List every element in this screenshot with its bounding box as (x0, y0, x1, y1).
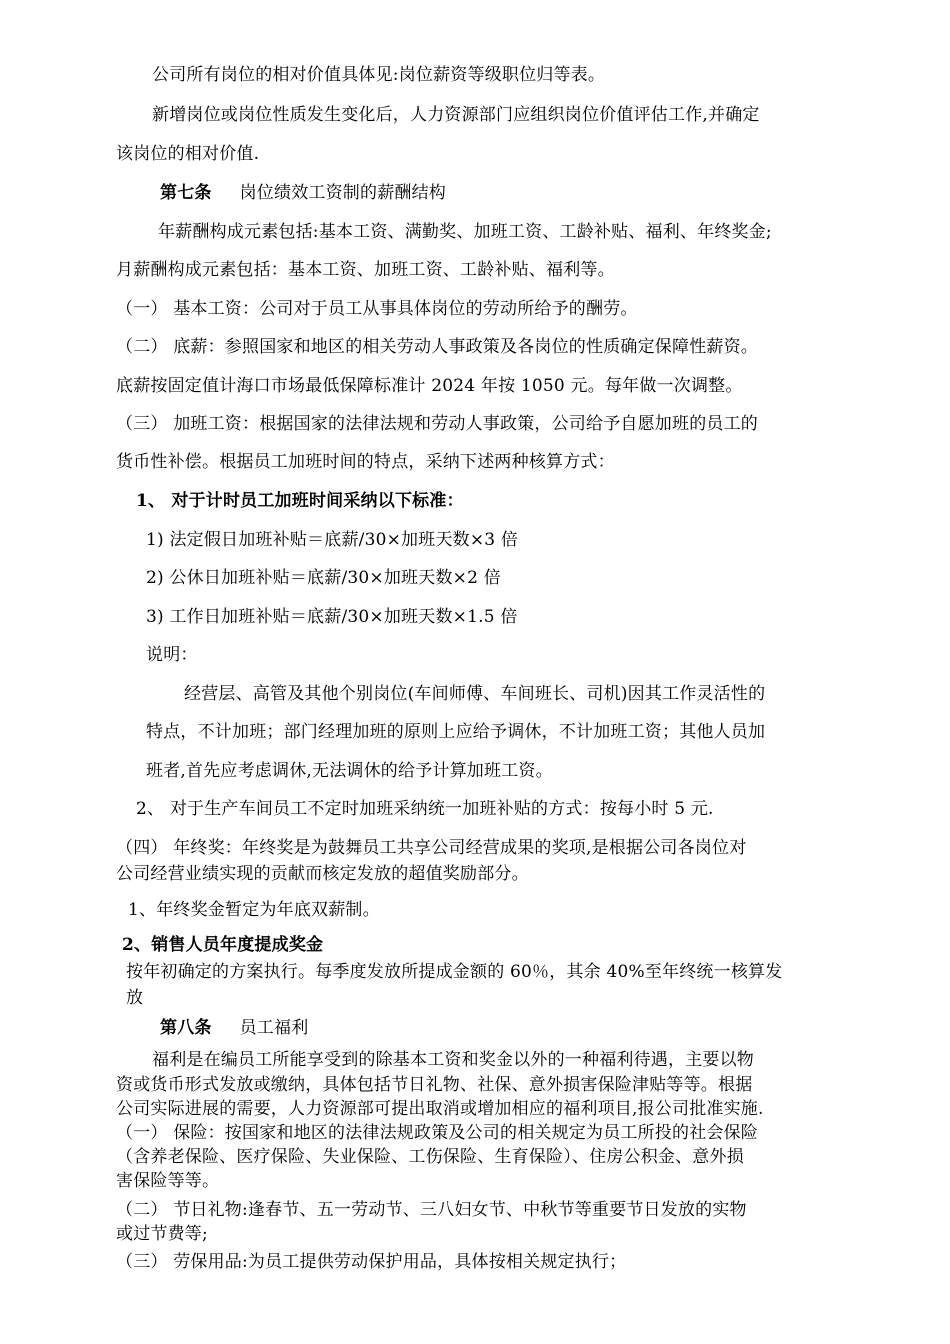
article-7-label: 第七条 (160, 183, 212, 203)
paragraph-line: 货币性补偿。根据员工加班时间的特点，采纳下述两种核算方式： (116, 452, 615, 472)
paragraph-line: 特点，不计加班；部门经理加班的原则上应给予调休，不计加班工资；其他人员加 (146, 722, 766, 742)
paragraph-line: 经营层、高管及其他个别岗位(车间师傅、车间班长、司机)因其工作灵活性的 (184, 684, 766, 704)
note-label: 说明： (146, 645, 198, 665)
paragraph-line: 资或货币形式发放或缴纳，具体包括节日礼物、社保、意外损害保险津贴等等。根据 (116, 1075, 753, 1095)
paragraph-line: 按年初确定的方案执行。每季度发放所提成金额的 60％，其余 40%至年终统一核算发 (126, 962, 783, 982)
paragraph-line: 福利是在编员工所能享受到的除基本工资和奖金以外的一种福利待遇，主要以物 (152, 1050, 754, 1070)
paragraph-line: 新增岗位或岗位性质发生变化后，人力资源部门应组织岗位价值评估工作,并确定 (152, 105, 760, 125)
paragraph-line: 底薪按固定值计海口市场最低保障标准计 2024 年按 1050 元。每年做一次调整。 (116, 376, 743, 396)
article-8-heading (160, 1017, 308, 1039)
list-item: 1) 法定假日加班补贴＝底薪/30×加班天数×3 倍 (146, 530, 519, 550)
list-item: 2、销售人员年度提成奖金 (122, 935, 324, 955)
paragraph-line: 公司经营业绩实现的贡献而核定发放的超值奖励部分。 (116, 864, 529, 884)
paragraph-line: （二） 底薪：参照国家和地区的相关劳动人事政策及各岗位的性质确定保障性薪资。 (116, 337, 759, 357)
paragraph-line: 或过节费等; (116, 1224, 208, 1244)
paragraph-line: （三） 劳保用品:为员工提供劳动保护用品，具体按相关规定执行； (116, 1252, 627, 1272)
paragraph-line: （一） 保险：按国家和地区的法律法规政策及公司的相关规定为员工所投的社会保险 (116, 1123, 759, 1143)
list-item: 1、 对于计时员工加班时间采纳以下标准： (136, 491, 464, 511)
paragraph-line: 公司实际进展的需要，人力资源部可提出取消或增加相应的福利项目,报公司批准实施. (116, 1099, 764, 1119)
list-item: 2) 公休日加班补贴＝底薪/30×加班天数×2 倍 (146, 568, 501, 588)
article-7-title: 岗位绩效工资制的薪酬结构 (239, 183, 447, 203)
paragraph-line: 该岗位的相对价值. (116, 144, 260, 164)
paragraph-line: （三） 加班工资：根据国家的法律法规和劳动人事政策，公司给予自愿加班的员工的 (116, 414, 759, 434)
paragraph-line: 月薪酬构成元素包括：基本工资、加班工资、工龄补贴、福利等。 (116, 260, 615, 280)
list-item: 1、年终奖金暂定为年底双薪制。 (128, 900, 380, 920)
article-7-heading (160, 182, 446, 204)
list-item: 3) 工作日加班补贴＝底薪/30×加班天数×1.5 倍 (146, 607, 518, 627)
paragraph-line: （含养老保险、医疗保险、失业保险、工伤保险、生育保险）、住房公积金、意外损 (116, 1147, 744, 1167)
paragraph-line: （二） 节日礼物:逢春节、五一劳动节、三八妇女节、中秋节等重要节日发放的实物 (116, 1200, 747, 1220)
paragraph-line: 班者,首先应考虑调休,无法调休的给予计算加班工资。 (146, 761, 553, 781)
paragraph-line: 放 (126, 988, 144, 1008)
list-item: 2、 对于生产车间员工不定时加班采纳统一加班补贴的方式：按每小时 5 元. (136, 799, 714, 819)
article-8-label: 第八条 (160, 1018, 212, 1038)
paragraph-line: 年薪酬构成元素包括:基本工资、满勤奖、加班工资、工龄补贴、福利、年终奖金; (158, 222, 772, 242)
paragraph-line: 公司所有岗位的相对价值具体见:岗位薪资等级职位归等表。 (152, 65, 606, 85)
paragraph-line: （一） 基本工资：公司对于员工从事具体岗位的劳动所给予的酬劳。 (116, 299, 638, 319)
article-8-title: 员工福利 (239, 1018, 309, 1038)
paragraph-line: 害保险等等。 (116, 1171, 220, 1191)
paragraph-line: （四） 年终奖：年终奖是为鼓舞员工共享公司经营成果的奖项,是根据公司各岗位对 (116, 838, 747, 858)
